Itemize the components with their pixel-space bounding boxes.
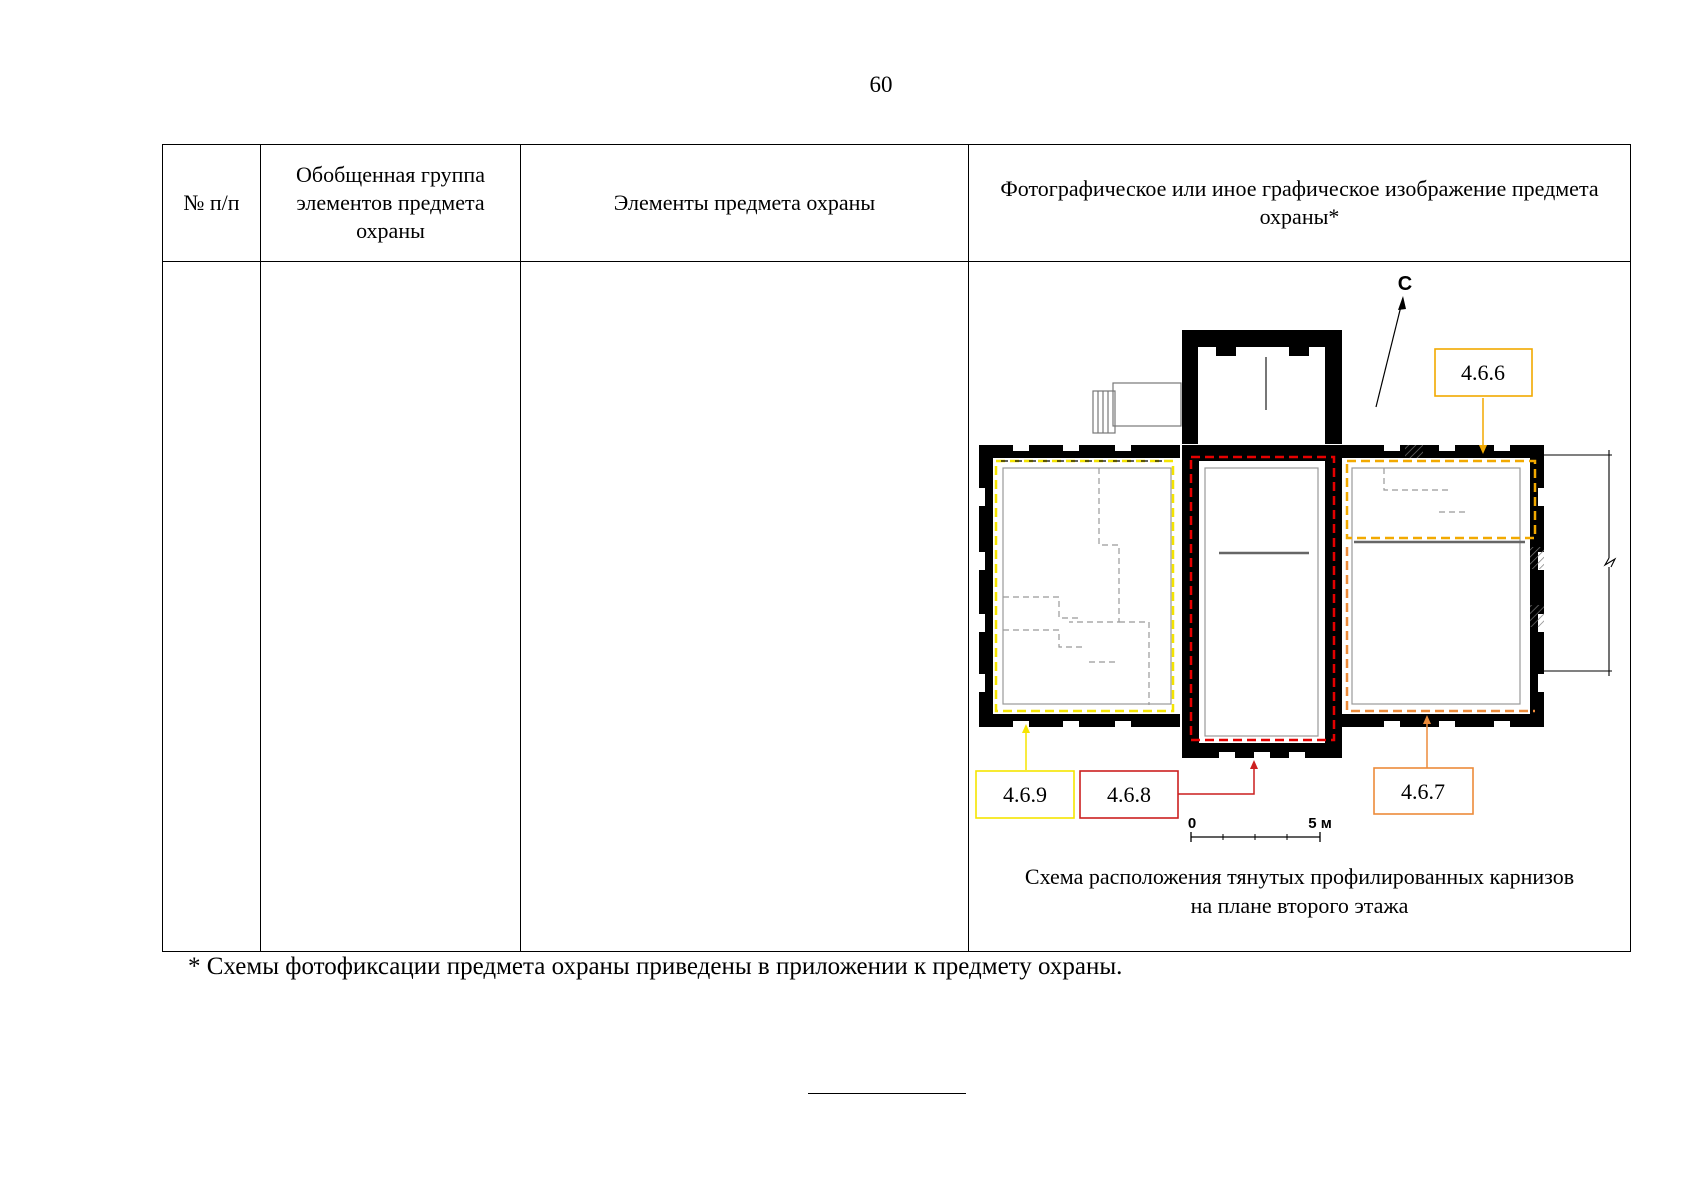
cell-group [261, 262, 521, 952]
cornice-orange [1347, 547, 1535, 711]
callout-4-6-6 [1435, 349, 1532, 396]
scale-end-label: 5 м [1308, 815, 1332, 832]
north-arrow [1376, 273, 1412, 407]
north-label: С [1397, 273, 1413, 295]
caption-line-2: на плане второго этажа [1190, 893, 1409, 918]
table-row [163, 262, 1631, 952]
cell-image [969, 262, 1631, 952]
callout-4-6-7 [1374, 768, 1473, 814]
plan-caption [969, 862, 1630, 920]
porch-steps [1093, 383, 1181, 433]
callout-4-6-9 [976, 771, 1074, 818]
header-elements: Элементы предмета охраны [521, 145, 969, 262]
page-number: 60 [869, 72, 893, 97]
cell-number [163, 262, 261, 952]
scale-bar [1188, 815, 1332, 842]
heritage-table [162, 144, 1631, 952]
cornice-red [1191, 457, 1334, 740]
header-image: Фотографическое или иное графическое изображение предмета охраны* [969, 145, 1631, 262]
cell-elements [521, 262, 969, 952]
header-group: Обобщенная группа элементов предмета охраны [261, 145, 521, 262]
cornice-yellow [996, 461, 1173, 711]
cornice-gold [1347, 461, 1535, 538]
callout-4-6-8-label: 4.6.8 [1107, 782, 1151, 807]
floor-plan-diagram [969, 262, 1631, 952]
caption-line-1: Схема расположения тянутых профилированных карнизов [1024, 864, 1575, 889]
footnote: * Схемы фотофиксации предмета охраны приведены в приложении к предмету охраны. [188, 953, 1123, 980]
scale-start-label: 0 [1187, 815, 1197, 832]
table-header-row [163, 145, 1631, 262]
header-number: № п/п [163, 145, 261, 262]
callout-4-6-8 [1080, 771, 1178, 818]
callout-4-6-6-label: 4.6.6 [1461, 360, 1505, 385]
callout-4-6-7-label: 4.6.7 [1401, 779, 1445, 804]
callout-4-6-9-label: 4.6.9 [1003, 782, 1047, 807]
dimension-line [1544, 450, 1615, 676]
end-separator-line [808, 1093, 966, 1094]
